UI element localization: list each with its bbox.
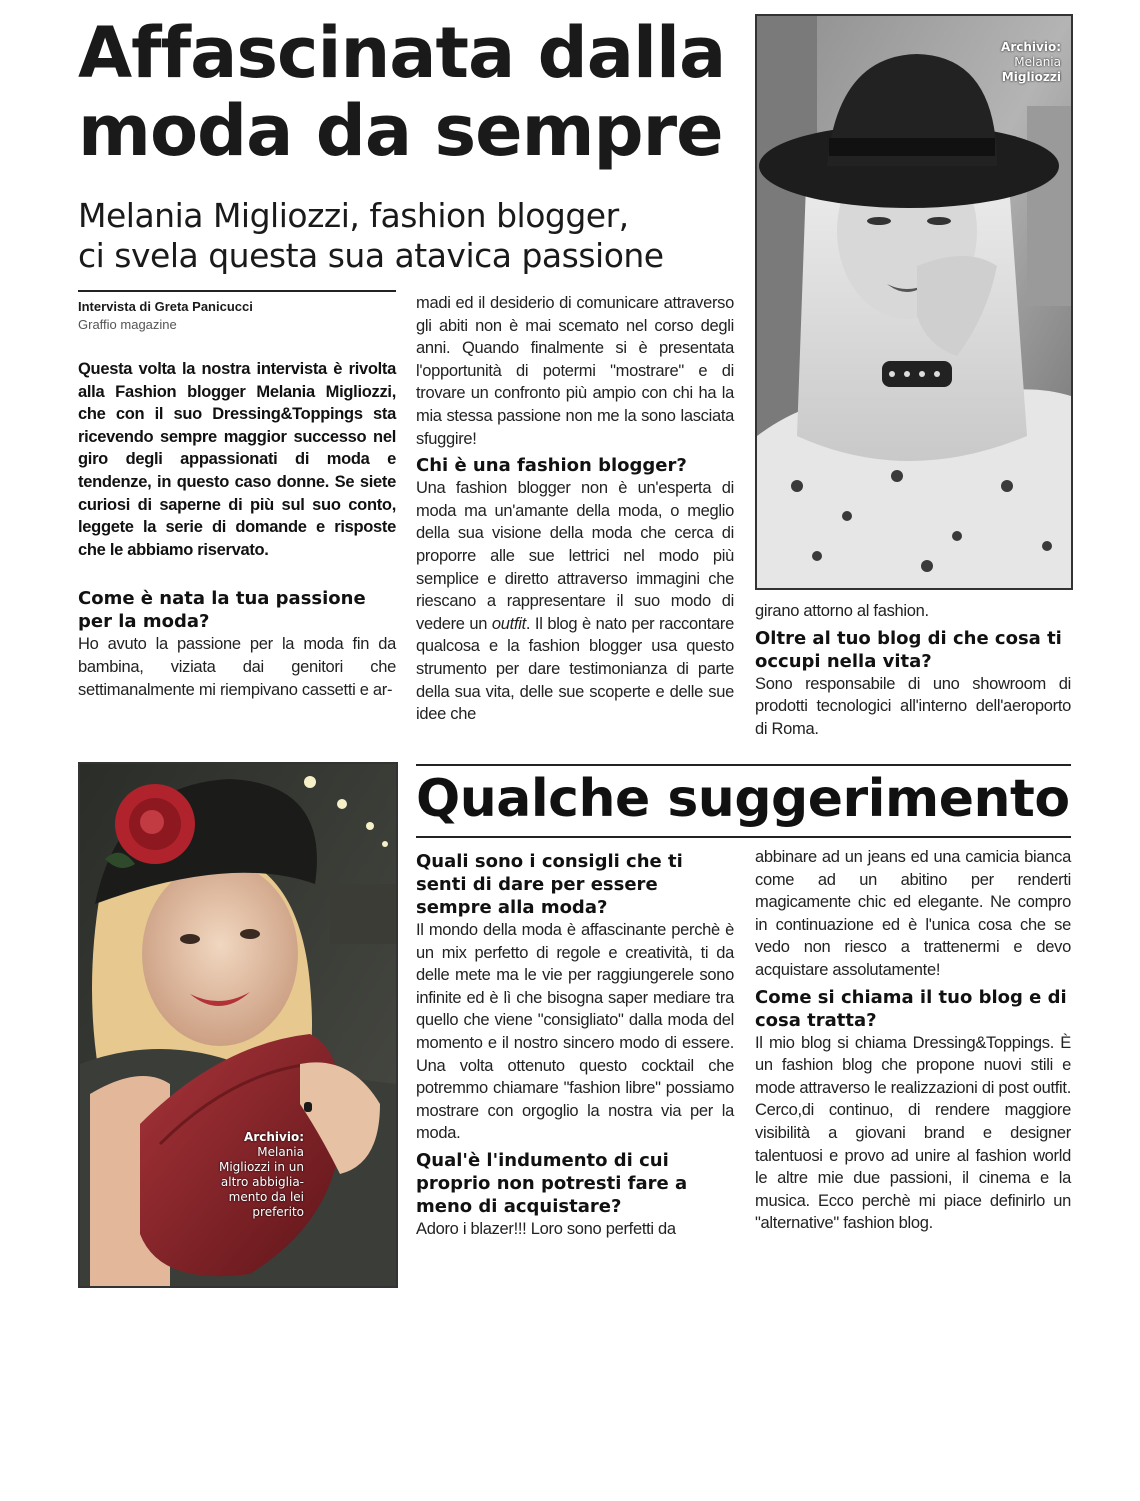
headline-line-1: Affascinata dalla bbox=[78, 12, 726, 94]
answer-2 bbox=[416, 477, 734, 726]
byline-rule bbox=[78, 290, 396, 292]
column-1 bbox=[78, 358, 396, 701]
byline bbox=[78, 298, 396, 334]
question-3: Oltre al tuo blog di che cosa ti occupi nella vita? bbox=[755, 627, 1062, 672]
answer-4: Il mondo della moda è affascinante perchè è un mix perfetto di regole e creatività, ti da delle mete ma le vie per raggiungerele sono infinite ed è lì che bisogna saper mediare tra quello che viene "consigliato" dalla moda del momento e il nostro sincero modo di essere. Una volta ottenuto questo cocktail che potremmo chiamare "fashion libre" possiamo mostrare con orgoglio la nostra via per la moda. bbox=[416, 921, 734, 1143]
answer-6: Il mio blog si chiama Dressing&Toppings. È un fashion blog che propone nuovi stili e mode attraverso le realizzazioni di post outfit. Cerco,di continuo, di rendere maggiore visibilità a giovani brand e designer talentuosi e provo ad unire al fashion world le altre mie due passioni, il cinema e la musica. Ecco perchè mi piace definirlo un "alternative" fashion blog. bbox=[755, 1033, 1071, 1233]
photo-bottom-credit bbox=[219, 1130, 304, 1220]
headline bbox=[78, 14, 738, 170]
answer-5-part-2: abbinare ad un jeans ed una camicia bianca come ad un abitino per renderti magicamente chic ed elegante. Ne compro in continuazione ed è l'unica cosa che se vedo non riesco a trattenermi e devo acquistare assolutamente! bbox=[755, 848, 1071, 979]
section-rule-top bbox=[416, 764, 1071, 766]
answer-3: Sono responsabile di uno showroom di prodotti tecnologici all'interno dell'aeroporto di Roma. bbox=[755, 674, 1071, 738]
headline-line-2: moda da sempre bbox=[78, 90, 723, 172]
question-2: Chi è una fashion blogger? bbox=[416, 455, 687, 477]
column-3 bbox=[755, 600, 1071, 740]
photo-top-credit-line-2: Migliozzi bbox=[1001, 70, 1061, 84]
photo-bottom-credit-line-5: preferito bbox=[252, 1205, 304, 1219]
byline-author: Intervista di Greta Panicucci bbox=[78, 299, 253, 314]
answer-1-part-1: Ho avuto la passione per la moda fin da bambina, viziata dai genitori che settimanalmente mi riempivano cassetti e ar- bbox=[78, 635, 396, 699]
answer-2-after: . Il blog è nato per raccontare qualcosa e la fashion blogger usa questo strumento per dare testimonianza di parte della sua vita, delle sue scoperte e delle sue idee che bbox=[416, 614, 734, 724]
intro-paragraph: Questa volta la nostra intervista è rivolta alla Fashion blogger Melania Migliozzi, che con il suo Dressing&Toppings sta ricevendo sempre maggior successo nel giro degli appassionati di moda e tendenze, in questo caso donne. Se siete curiosi di saperne di più sul suo conto, leggete la serie di domande e risposte che le abbiamo riservato. bbox=[78, 360, 396, 559]
photo-bottom-credit-line-4: mento da lei bbox=[228, 1190, 304, 1204]
question-6: Come si chiama il tuo blog e di cosa tratta? bbox=[755, 986, 1067, 1031]
answer-2-before: Una fashion blogger non è un'esperta di moda ma un'amante della moda, o meglio della sua visione della moda che cerca di proporre alle sue lettrici nel modo più semplice e diretto attraverso immagini che riescano a rappresentare il suo modo di vedere un bbox=[416, 479, 734, 633]
subheadline bbox=[78, 196, 738, 276]
photo-bottom-credit-line-1: Melania bbox=[257, 1145, 304, 1159]
subheadline-line-2: ci svela questa sua atavica passione bbox=[78, 236, 664, 275]
photo-top-credit bbox=[1001, 40, 1061, 85]
subheadline-line-1: Melania Migliozzi, fashion blogger, bbox=[78, 196, 629, 235]
byline-source: Graffio magazine bbox=[78, 317, 177, 332]
photo-bottom bbox=[78, 762, 398, 1288]
column-5 bbox=[755, 846, 1071, 1235]
photo-top-credit-line-1: Melania bbox=[1014, 55, 1061, 69]
section-rule-bottom bbox=[416, 836, 1071, 838]
question-5: Qual'è l'indumento di cui proprio non potresti fare a meno di acquistare? bbox=[416, 1149, 688, 1217]
column-2 bbox=[416, 292, 734, 726]
answer-2-continued: girano attorno al fashion. bbox=[755, 602, 929, 620]
question-4: Quali sono i consigli che ti senti di dare per essere sempre alla moda? bbox=[416, 851, 683, 918]
photo-bottom-credit-label: Archivio: bbox=[244, 1130, 304, 1144]
photo-bottom-credit-line-2: Migliozzi in un bbox=[218, 1160, 304, 1174]
question-1: Come è nata la tua passione per la moda? bbox=[78, 588, 366, 633]
answer-5-part-1: Adoro i blazer!!! Loro sono perfetti da bbox=[416, 1219, 676, 1238]
answer-1-part-2: madi ed il desiderio di comunicare attraverso gli abiti non è mai scemato nel corso degli anni. Quando finalmente si è presentata l'opportunità di potermi "mostrare" e di trovare un confronto più ampio con chi ha la mia stessa passione non me la sono lasciata sfuggire! bbox=[416, 294, 734, 448]
photo-top bbox=[755, 14, 1073, 590]
photo-top-credit-label: Archivio: bbox=[1001, 40, 1061, 54]
photo-top-image bbox=[757, 16, 1071, 588]
photo-bottom-credit-line-3: altro abbiglia- bbox=[220, 1175, 304, 1189]
answer-2-italic: outfit bbox=[491, 614, 526, 633]
section-title: Qualche suggerimento bbox=[416, 769, 1070, 829]
column-4 bbox=[416, 846, 734, 1241]
